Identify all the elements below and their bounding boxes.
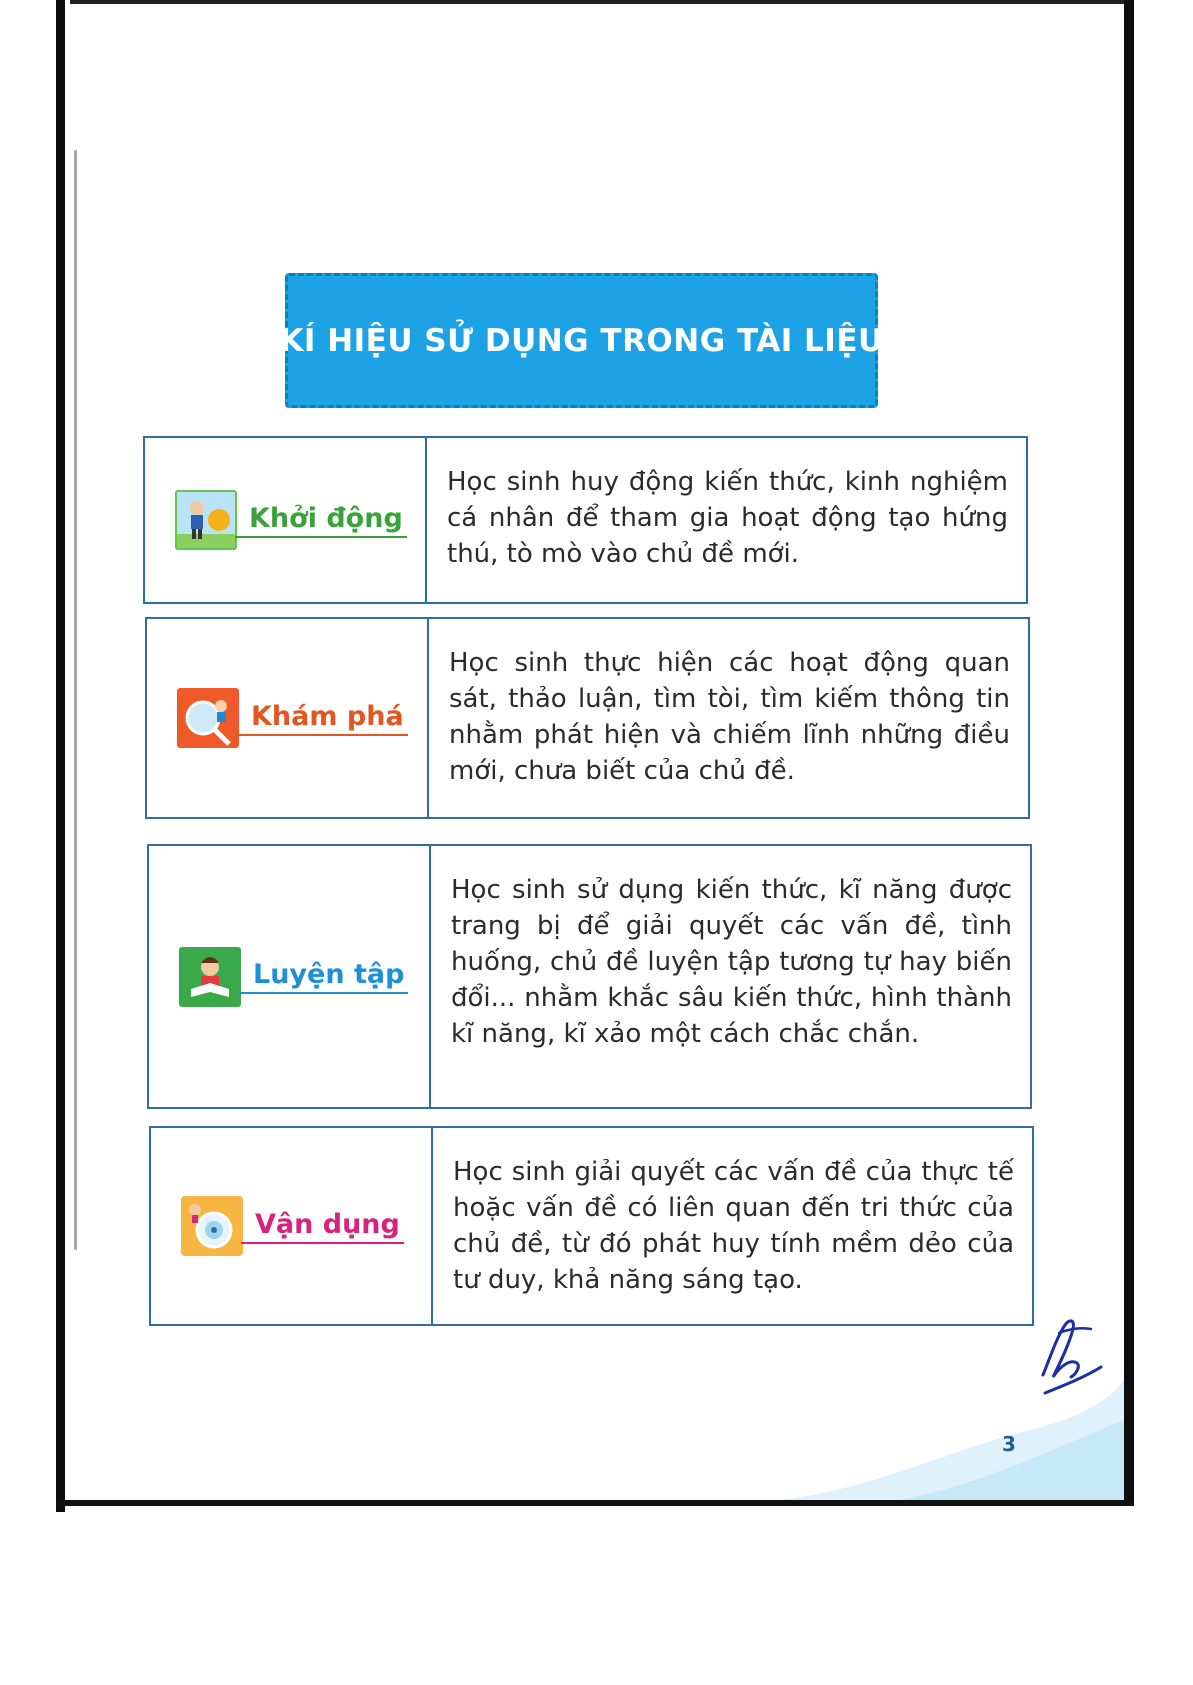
legend-badge-cell [147,619,429,817]
legend-description: Học sinh thực hiện các hoạt động quan sát, thảo luận, tìm tòi, tìm kiếm thông tin nhằm phát hiện và chiếm lĩnh những điều mới, chưa biết của chủ đề. [449,648,1010,786]
legend-row-khoi-dong [143,436,1028,604]
legend-row-van-dung [149,1126,1034,1326]
scan-edge-left [56,0,65,1512]
badge-kham-pha [177,688,408,748]
badge-van-dung [181,1196,404,1256]
legend-badge-cell [151,1128,433,1324]
legend-badge-cell [149,846,431,1107]
scan-edge-right [1124,0,1134,1505]
badge-khoi-dong [175,490,407,550]
badge-underline [237,734,408,736]
badge-label: Khám phá [251,700,404,732]
page-number: 3 [1002,1432,1016,1456]
scan-edge-bottom [56,1500,1134,1506]
legend-row-kham-pha [145,617,1030,819]
scan-edge-left-shadow [74,150,77,1250]
child-with-ball-icon [175,490,237,550]
scan-edge-top [70,0,1125,4]
legend-badge-cell [145,438,427,602]
badge-underline [235,536,407,538]
badge-underline [241,1242,404,1244]
badge-label: Luyện tập [253,959,405,990]
magnifier-explore-icon [177,688,239,748]
signature-mark [1025,1315,1105,1405]
legend-description: Học sinh huy động kiến thức, kinh nghiệm cá nhân để tham gia hoạt động tạo hứng thú, tò mò vào chủ đề mới. [447,467,1008,569]
title-banner [279,273,884,408]
target-apply-icon [181,1196,243,1256]
page-title: KÍ HIỆU SỬ DỤNG TRONG TÀI LIỆU [279,322,884,359]
child-reading-icon [179,947,241,1007]
legend-row-luyen-tap [147,844,1032,1109]
legend-description: Học sinh giải quyết các vấn đề của thực tế hoặc vấn đề có liên quan đến tri thức của chủ đề, từ đó phát huy tính mềm dẻo của tư duy, khả năng sáng tạo. [453,1157,1014,1295]
badge-luyen-tap [179,947,408,1007]
badge-label: Khởi động [249,502,403,534]
legend-description: Học sinh sử dụng kiến thức, kĩ năng được trang bị để giải quyết các vấn đề, tình huống, chủ đề luyện tập tương tự hay biến đổi... nhằm khắc sâu kiến thức, hình thành kĩ năng, kĩ xảo một cách chắc chắn. [451,875,1012,1049]
badge-underline [239,992,408,994]
badge-label: Vận dụng [255,1208,400,1240]
